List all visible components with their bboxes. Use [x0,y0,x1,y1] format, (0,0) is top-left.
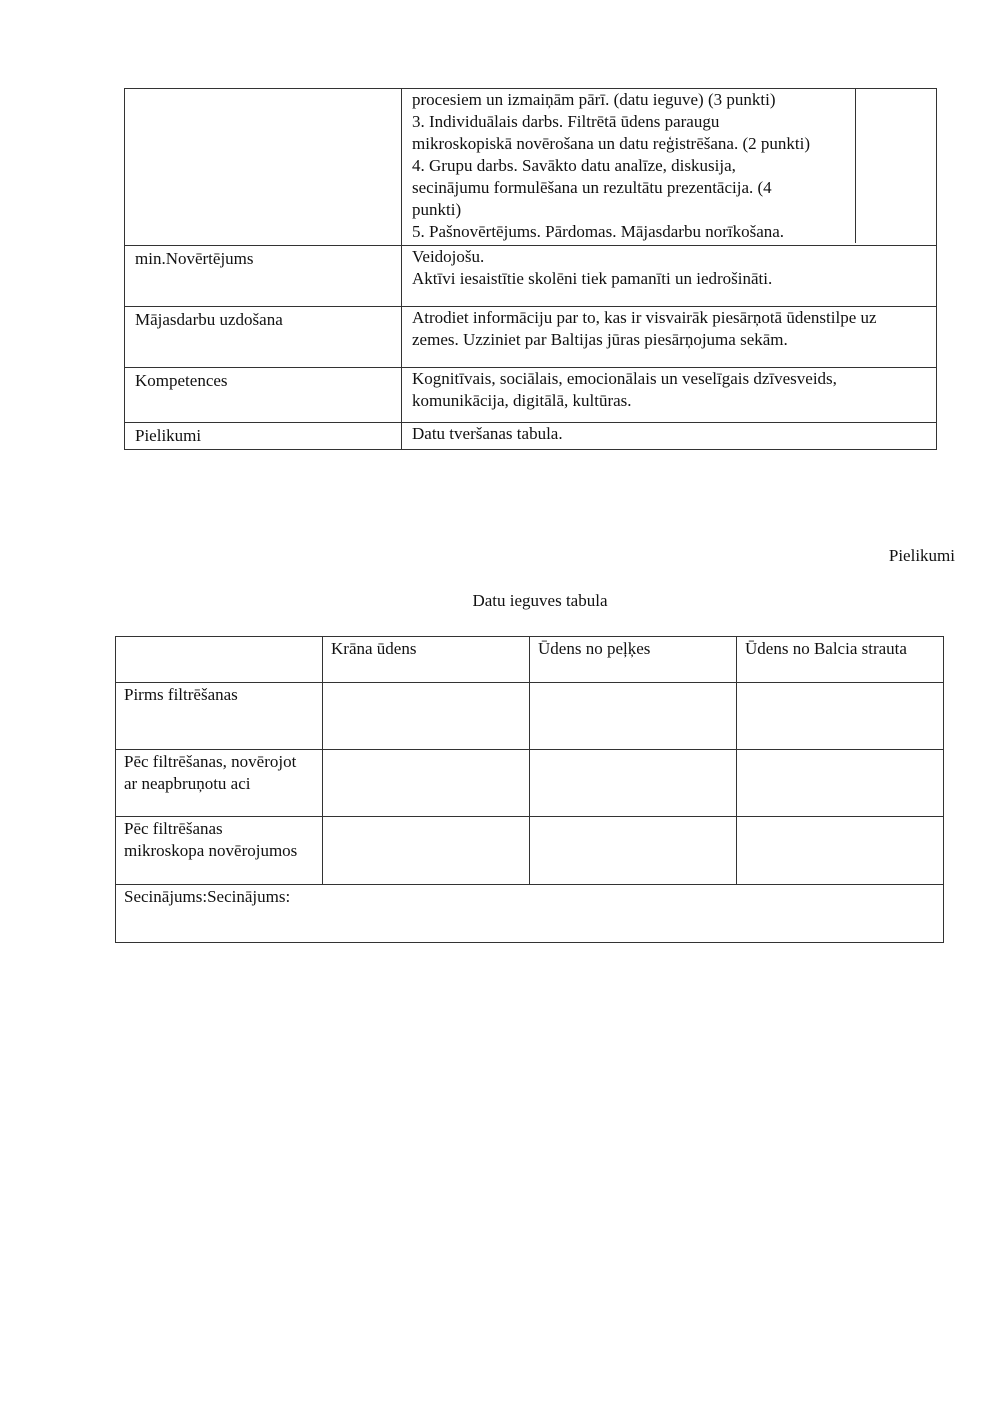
row-label-line: ar neapbruņotu aci [124,774,251,793]
data-cell[interactable] [530,750,737,817]
row-label-line: Pēc filtrēšanas [124,819,223,838]
content-line: komunikācija, digitālā, kultūras. [412,391,632,410]
row-label: Kompetences [125,368,402,423]
row-content [402,423,937,450]
table-row [116,683,944,750]
table-row [125,368,937,423]
row-label: Pielikumi [125,423,402,450]
header-row [116,637,944,683]
data-cell[interactable] [737,750,944,817]
row-label [116,750,323,817]
data-collection-table [115,636,944,943]
content-line: Atrodiet informāciju par to, kas ir visvairāk piesārņotā ūdenstilpe uz [412,308,877,327]
process-row [125,89,937,246]
header-cell: Ūdens no peļķes [530,637,737,683]
row-label [116,817,323,885]
process-content-cell [402,89,937,246]
table-row [125,307,937,368]
table-row [116,750,944,817]
row-content [402,307,937,368]
header-cell: Ūdens no Balcia strauta [737,637,944,683]
data-cell[interactable] [323,750,530,817]
annex-label: Pielikumi [888,546,955,565]
process-line: procesiem un izmaiņām pārī. (datu ieguve) (3 punkti) [412,90,776,109]
data-cell[interactable] [323,817,530,885]
process-line: 4. Grupu darbs. Savākto datu analīze, diskusija, [412,156,736,175]
row-label-line: mikroskopa novērojumos [124,841,298,860]
data-cell[interactable] [530,683,737,750]
content-line: zemes. Uzziniet par Baltijas jūras piesārņojuma sekām. [412,330,788,349]
process-line: secinājumu formulēšana un rezultātu prezentācija. (4 [412,178,772,197]
content-line: Veidojošu. [412,247,485,266]
table-row [125,423,937,450]
process-line: mikroskopiskā novērošana un datu reģistrēšana. (2 punkti) [412,134,810,153]
conclusion-cell[interactable]: Secinājums:Secinājums: [116,885,944,943]
header-cell: Krāna ūdens [323,637,530,683]
row-content [402,368,937,423]
data-cell[interactable] [530,817,737,885]
data-cell[interactable] [737,683,944,750]
row-label: min.Novērtējums [125,246,402,307]
process-line: 5. Pašnovērtējums. Pārdomas. Mājasdarbu norīkošana. [412,222,785,241]
table-row [116,817,944,885]
table-row [125,246,937,307]
lesson-plan-table [124,88,937,450]
points-blank-cell [856,89,936,243]
data-table-title: Datu ieguves tabula [472,591,608,610]
row-label [116,683,323,750]
data-cell[interactable] [737,817,944,885]
conclusion-row [116,885,944,943]
row-label-line: Pēc filtrēšanas, novērojot [124,752,297,771]
row-label: Mājasdarbu uzdošana [125,307,402,368]
content-line: Datu tveršanas tabula. [412,424,563,443]
row-label-line: Pirms filtrēšanas [124,685,238,704]
header-cell-empty [116,637,323,683]
process-line: punkti) [412,200,462,219]
process-steps [402,89,856,243]
content-line: Aktīvi iesaistītie skolēni tiek pamanīti un iedrošināti. [412,269,773,288]
process-label-cell [125,89,402,246]
data-cell[interactable] [323,683,530,750]
row-content [402,246,937,307]
content-line: Kognitīvais, sociālais, emocionālais un veselīgais dzīvesveids, [412,369,837,388]
process-line: 3. Individuālais darbs. Filtrētā ūdens paraugu [412,112,720,131]
